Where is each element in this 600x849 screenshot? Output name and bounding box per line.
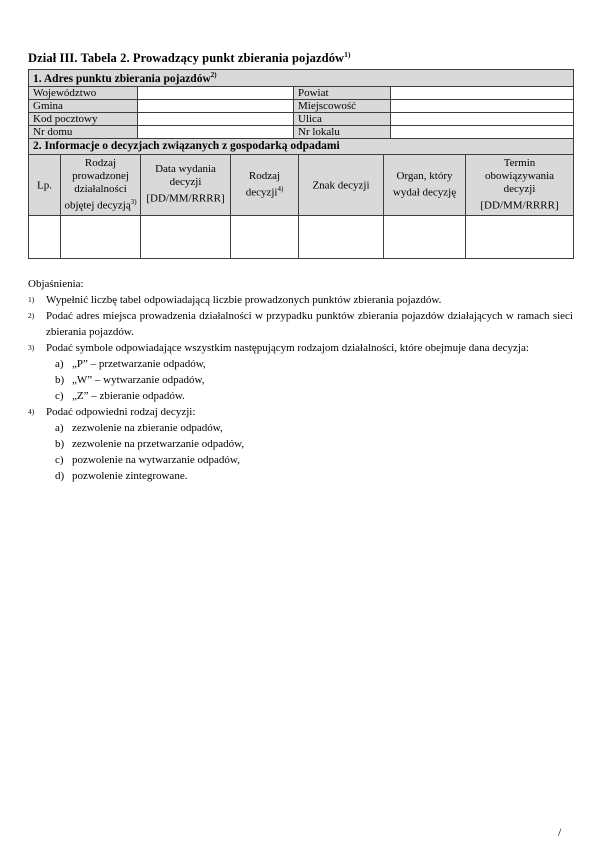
nr-domu-field[interactable] xyxy=(138,125,294,138)
page-title-text: Dział III. Tabela 2. Prowadzący punkt zbierania pojazdów xyxy=(28,51,345,66)
organ-field[interactable] xyxy=(384,215,466,258)
list-item-text: zezwolenie na zbieranie odpadów, xyxy=(72,421,223,434)
footnotes-heading: Objaśnienia: xyxy=(28,277,84,290)
list-item xyxy=(55,372,573,388)
ulica-field[interactable] xyxy=(391,112,574,125)
footnote-text: Podać odpowiedni rodzaj decyzji: xyxy=(46,405,196,418)
footnote-4-list xyxy=(28,420,573,484)
address-table xyxy=(28,69,574,139)
list-item-text: „P” – przetwarzanie odpadów, xyxy=(72,357,206,370)
rodzaj-dzialalnosci-field[interactable] xyxy=(61,215,141,258)
column-header-organ xyxy=(384,154,466,215)
footnote-4 xyxy=(28,404,573,420)
footnote-3-list xyxy=(28,356,573,404)
list-item-text: „W” – wytwarzanie odpadów, xyxy=(72,373,205,386)
list-item-marker: c) xyxy=(55,453,64,466)
list-item-text: „Z” – zbieranie odpadów. xyxy=(72,389,185,402)
address-section-header xyxy=(29,70,574,87)
wojewodztwo-label: Województwo xyxy=(29,86,138,99)
address-section-footnote-ref: 2) xyxy=(210,71,217,80)
gmina-field[interactable] xyxy=(138,99,294,112)
list-item xyxy=(55,436,573,452)
table-row xyxy=(29,86,574,99)
nr-lokalu-field[interactable] xyxy=(391,125,574,138)
column-header-text: Organ, który wydał decyzję xyxy=(392,169,457,199)
data-wydania-field[interactable] xyxy=(141,215,231,258)
rodzaj-decyzji-field[interactable] xyxy=(231,215,299,258)
decisions-section-band-row xyxy=(29,138,574,154)
lp-field[interactable] xyxy=(29,215,61,258)
page-title-footnote-ref: 1) xyxy=(344,50,351,59)
kod-pocztowy-label: Kod pocztowy xyxy=(29,112,138,125)
column-footnote-ref: 3) xyxy=(130,197,137,206)
list-item xyxy=(55,388,573,404)
column-header-text: Data wydania decyzji [DD/MM/RRRR] xyxy=(146,163,225,206)
znak-decyzji-field[interactable] xyxy=(299,215,384,258)
footnote-1 xyxy=(28,292,573,308)
list-item-text: pozwolenie na wytwarzanie odpadów, xyxy=(72,453,240,466)
column-header-text: Znak decyzji xyxy=(312,180,370,193)
list-item-text: zezwolenie na przetwarzanie odpadów, xyxy=(72,437,245,450)
list-item xyxy=(55,452,573,468)
address-section-header-text: 1. Adres punktu zbierania pojazdów xyxy=(33,72,211,85)
column-header-text: Lp. xyxy=(37,180,52,193)
list-item-marker: a) xyxy=(55,357,64,370)
list-item xyxy=(55,420,573,436)
decisions-table xyxy=(28,138,574,259)
footnote-text: Podać symbole odpowiadające wszystkim następującym rodzajom działalności, które obejmuje dana decyzja: xyxy=(46,341,529,354)
list-item-text: pozwolenie zintegrowane. xyxy=(72,469,188,482)
footnote-text: Podać adres miejsca prowadzenia działalności w przypadku punktów zbierania pojazdów działających w ramach sieci zbierania pojazdów. xyxy=(46,309,573,338)
column-header-znak-decyzji xyxy=(299,154,384,215)
footnotes-section xyxy=(28,276,573,484)
decisions-empty-row xyxy=(29,215,574,258)
footnote-marker: 3) xyxy=(28,342,35,352)
footnote-2 xyxy=(28,308,573,340)
decisions-header-row xyxy=(29,154,574,215)
list-item xyxy=(55,468,573,484)
decisions-section-header: 2. Informacje o decyzjach związanych z gospodarką odpadami xyxy=(29,138,574,154)
wojewodztwo-field[interactable] xyxy=(138,86,294,99)
column-header-rodzaj-decyzji xyxy=(231,154,299,215)
footnote-3 xyxy=(28,340,573,356)
nr-domu-label: Nr domu xyxy=(29,125,138,138)
column-header-termin xyxy=(466,154,574,215)
column-header-text: Termin obowiązywania decyzji [DD/MM/RRRR] xyxy=(480,156,559,212)
kod-pocztowy-field[interactable] xyxy=(138,112,294,125)
column-header-text: Rodzaj decyzji xyxy=(245,169,281,199)
table-row xyxy=(29,99,574,112)
list-item-marker: a) xyxy=(55,421,64,434)
powiat-label: Powiat xyxy=(294,86,391,99)
list-item xyxy=(55,356,573,372)
nr-lokalu-label: Nr lokalu xyxy=(294,125,391,138)
column-header-data-wydania xyxy=(141,154,231,215)
footnote-marker: 2) xyxy=(28,310,35,320)
column-header-text: Rodzaj prowadzonej działalności objętej decyzją xyxy=(64,156,131,212)
column-header-lp xyxy=(29,154,61,215)
footnote-text: Wypełnić liczbę tabel odpowiadającą liczbie prowadzonych punktów zbierania pojazdów. xyxy=(46,293,442,306)
page-number-placeholder: / xyxy=(558,825,562,839)
column-header-rodzaj-dzialalnosci xyxy=(61,154,141,215)
footnote-marker: 1) xyxy=(28,294,35,304)
page-content xyxy=(28,50,573,484)
powiat-field[interactable] xyxy=(391,86,574,99)
list-item-marker: d) xyxy=(55,469,65,482)
list-item-marker: b) xyxy=(55,373,65,386)
page-title xyxy=(28,50,573,66)
table-row xyxy=(29,112,574,125)
column-footnote-ref: 4) xyxy=(277,184,284,193)
list-item-marker: b) xyxy=(55,437,65,450)
ulica-label: Ulica xyxy=(294,112,391,125)
footnote-marker: 4) xyxy=(28,406,35,416)
gmina-label: Gmina xyxy=(29,99,138,112)
miejscowosc-label: Miejscowość xyxy=(294,99,391,112)
termin-field[interactable] xyxy=(466,215,574,258)
table-row xyxy=(29,125,574,138)
list-item-marker: c) xyxy=(55,389,64,402)
miejscowosc-field[interactable] xyxy=(391,99,574,112)
address-section-band-row xyxy=(29,70,574,87)
